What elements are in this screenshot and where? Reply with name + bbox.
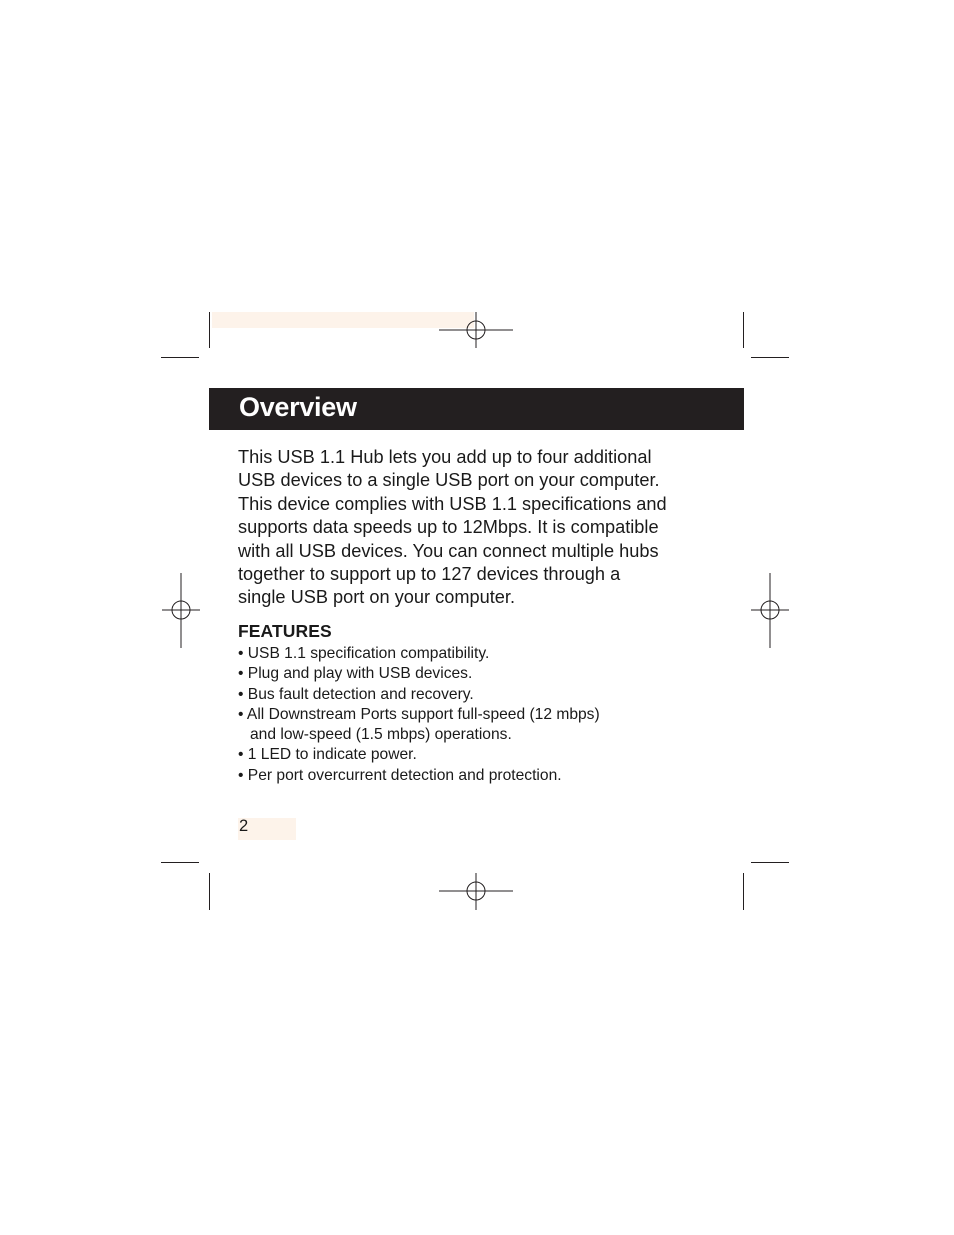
feature-item-multiline	[238, 705, 600, 746]
section-title: Overview	[239, 392, 357, 422]
registration-mark-left	[162, 573, 200, 648]
feature-item-continuation: and low-speed (1.5 mbps) operations.	[250, 726, 512, 744]
intro-line: supports data speeds up to 12Mbps. It is compatible	[238, 517, 659, 538]
intro-line: USB devices to a single USB port on your computer.	[238, 470, 660, 491]
intro-line: This USB 1.1 Hub lets you add up to four additional	[238, 447, 652, 467]
intro-line: with all USB devices. You can connect multiple hubs	[238, 540, 659, 561]
section-title-bar	[209, 388, 744, 430]
intro-line: together to support up to 127 devices through a	[238, 564, 621, 585]
registration-mark-bottom	[439, 873, 513, 910]
feature-item: • Per port overcurrent detection and protection.	[238, 766, 562, 784]
feature-item: • Bus fault detection and recovery.	[238, 685, 474, 703]
page-number: 2	[239, 817, 249, 835]
features-list	[238, 644, 600, 786]
features-heading: FEATURES	[238, 621, 332, 641]
feature-item: • USB 1.1 specification compatibility.	[238, 645, 490, 662]
feature-item-text: • All Downstream Ports support full-speed (12 mbps)	[238, 705, 600, 723]
registration-mark-top	[439, 312, 513, 348]
feature-item: • Plug and play with USB devices.	[238, 665, 473, 683]
registration-mark-right	[751, 573, 789, 648]
intro-paragraph	[238, 446, 728, 610]
intro-line: single USB port on your computer.	[238, 587, 515, 608]
intro-line: This device complies with USB 1.1 specifications and	[238, 493, 667, 514]
feature-item: • 1 LED to indicate power.	[238, 746, 417, 764]
